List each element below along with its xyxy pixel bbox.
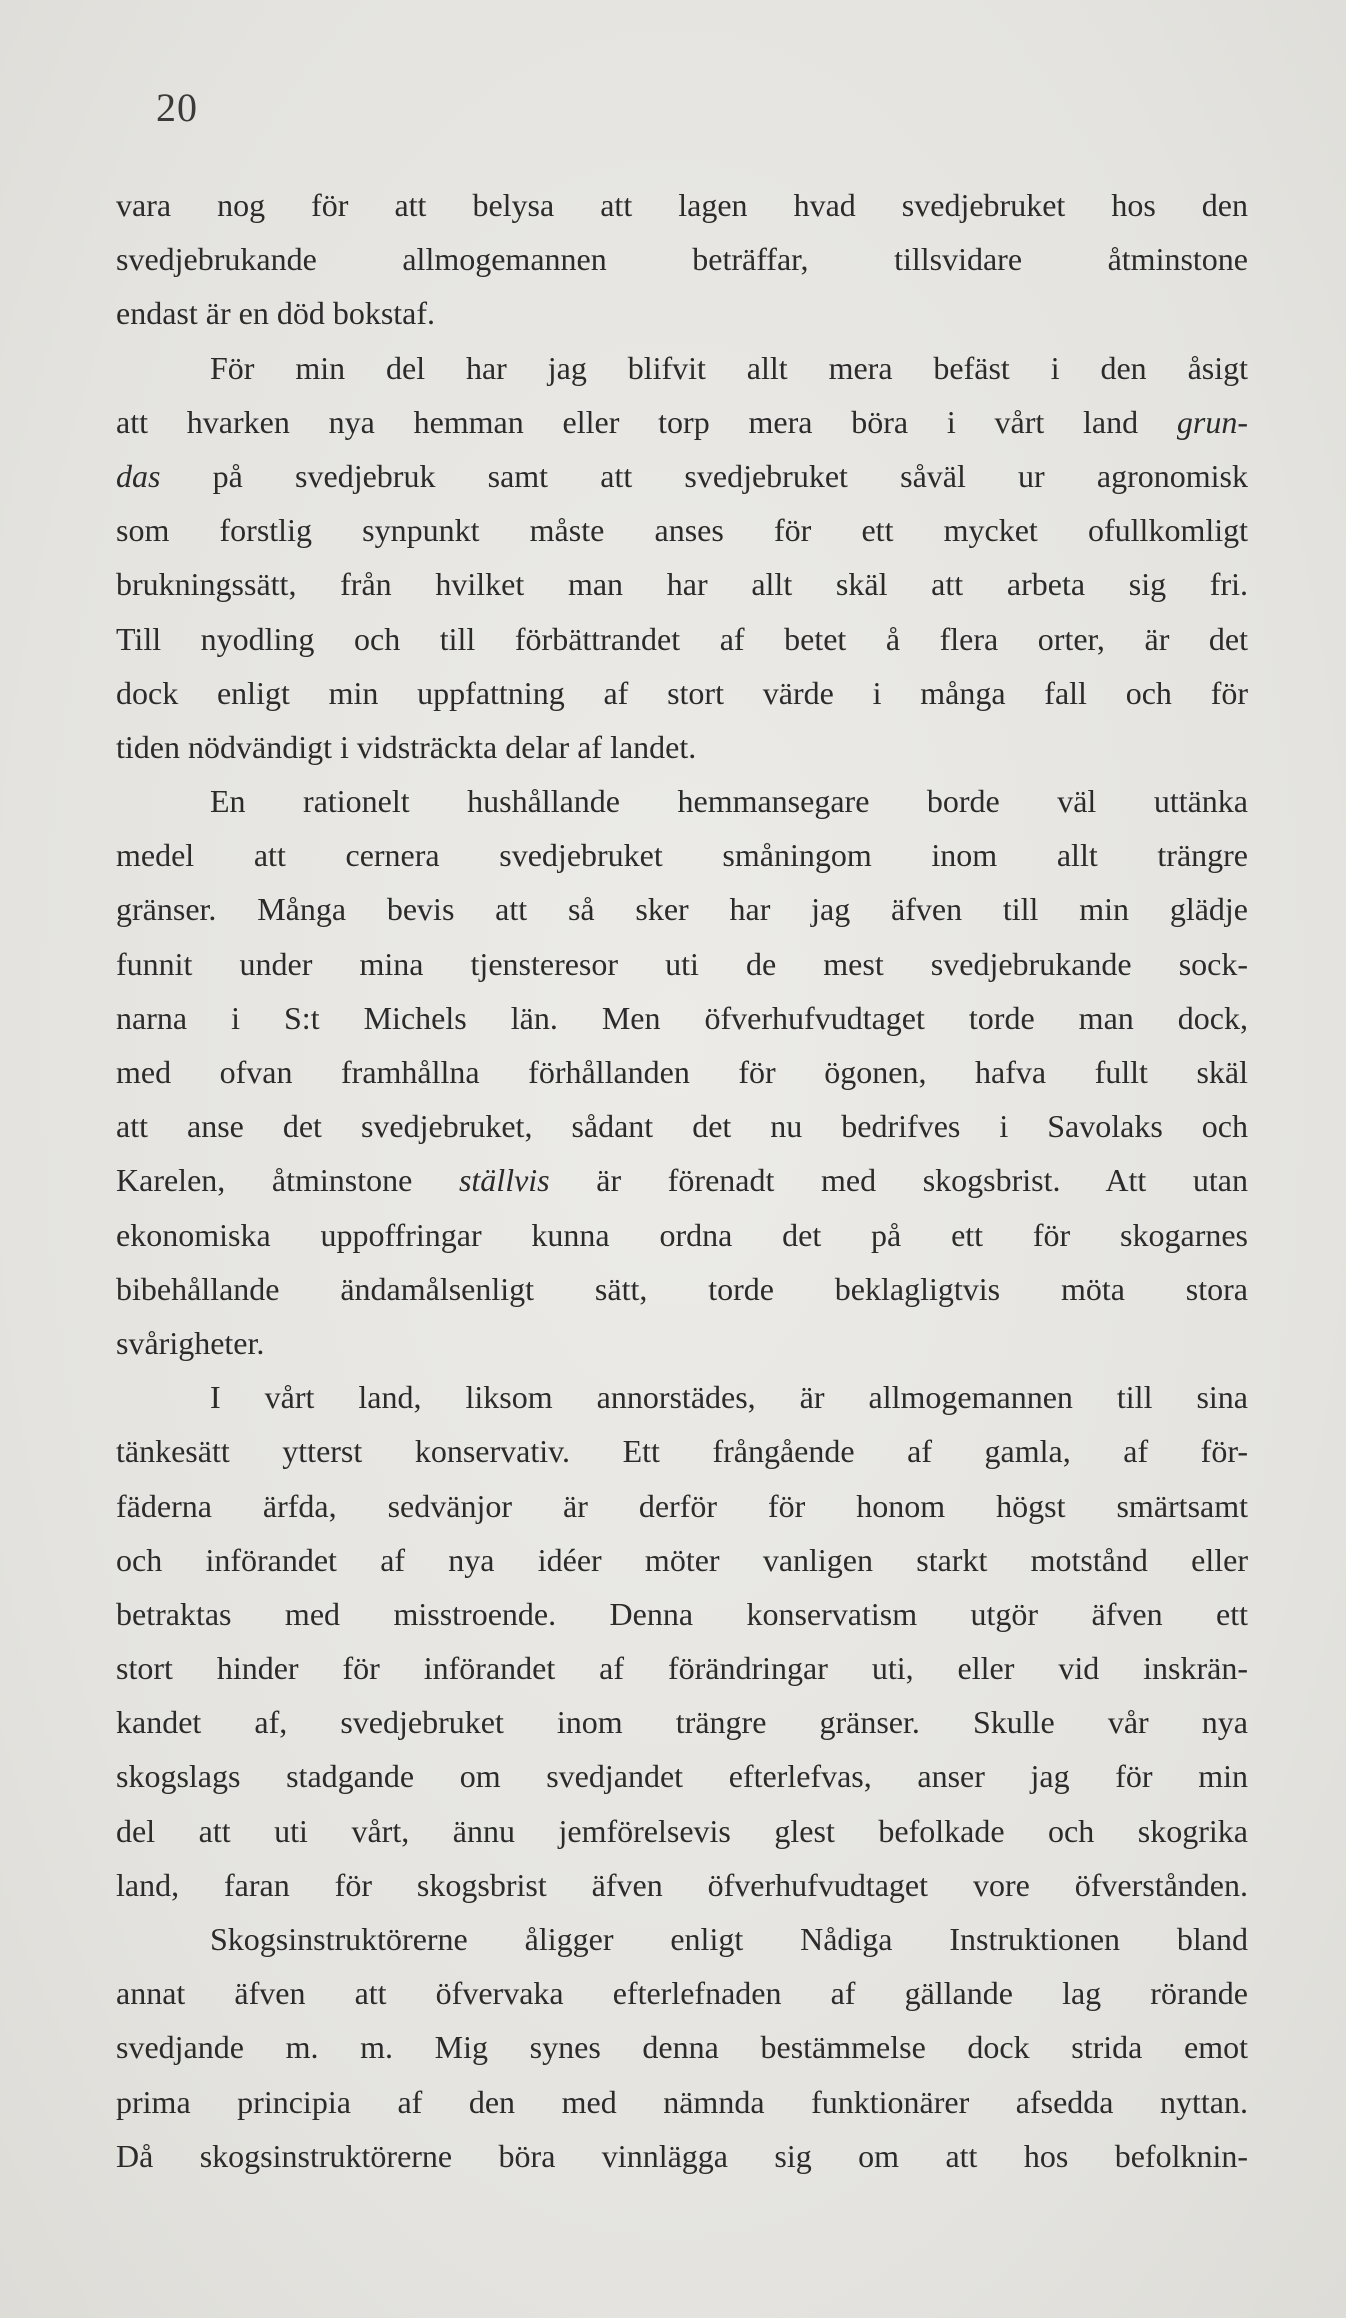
text-line: das på svedjebruk samt att svedjebruket såväl ur agronomisk (116, 457, 1248, 494)
text-line: gränser. Många bevis att så sker har jag äfven till min glädje (116, 891, 1248, 928)
text-line: att anse det svedjebruket, sådant det nu bedrifves i Savolaks och (116, 1108, 1248, 1145)
text-line: med ofvan framhållna förhållanden för ögonen, hafva fullt skäl (116, 1054, 1248, 1090)
text-line: fäderna ärfda, sedvänjor är derför för honom högst smärtsamt (116, 1487, 1248, 1524)
text-line: annat äfven att öfvervaka efterlefnaden af gällande lag rörande (116, 1975, 1248, 2012)
text-line: brukningssätt, från hvilket man har allt skäl att arbeta sig fri. (116, 566, 1248, 603)
text-line: Då skogsinstruktörerne böra vinnlägga sig om att hos befolknin- (116, 2137, 1248, 2174)
text-line: ekonomiska uppoffringar kunna ordna det på ett för skogarnes (116, 1216, 1248, 1253)
text-line: stort hinder för införandet af förändringar uti, eller vid inskrän- (116, 1650, 1248, 1687)
text-line: som forstlig synpunkt måste anses för ett mycket ofullkomligt (116, 512, 1248, 549)
text-line: narna i S:t Michels län. Men öfverhufvudtaget torde man dock, (116, 999, 1248, 1036)
text-line: I vårt land, liksom annorstädes, är allmogemannen till sina (210, 1379, 1248, 1416)
text-line: dock enligt min uppfattning af stort värde i många fall och för (116, 674, 1248, 711)
page-number: 20 (156, 85, 198, 130)
text-line: bibehållande ändamålsenligt sätt, torde beklagligtvis möta stora (116, 1270, 1248, 1307)
text-line: Karelen, åtminstone ställvis är förenadt med skogsbrist. Att utan (116, 1162, 1248, 1199)
text-line: endast är en död bokstaf. (116, 295, 436, 332)
text-line: land, faran för skogsbrist äfven öfverhufvudtaget vore öfverstånden. (116, 1866, 1248, 1903)
text-line: prima principia af den med nämnda funktionärer afsedda nyttan. (116, 2083, 1248, 2120)
text-line: tänkesätt ytterst konservativ. Ett frångående af gamla, af för- (116, 1433, 1248, 1470)
text-line: skogslags stadgande om svedjandet efterlefvas, anser jag för min (116, 1758, 1248, 1795)
text-line: betraktas med misstroende. Denna konservatism utgör äfven ett (116, 1595, 1248, 1632)
text-line: del att uti vårt, ännu jemförelsevis glest befolkade och skogrika (116, 1812, 1248, 1849)
text-line: För min del har jag blifvit allt mera befäst i den åsigt (210, 349, 1248, 386)
text-line: tiden nödvändigt i vidsträckta delar af landet. (116, 728, 697, 765)
text-line: svedjebrukande allmogemannen beträffar, tillsvidare åtminstone (116, 241, 1248, 278)
text-line: svårigheter. (116, 1324, 265, 1361)
italic-word: grun- (1176, 403, 1248, 440)
text-line: att hvarken nya hemman eller torp mera böra i vårt land grun- (116, 403, 1248, 440)
body-text (116, 178, 1248, 2183)
text-line: Till nyodling och till förbättrandet af betet å flera orter, är det (116, 620, 1248, 657)
italic-word: das (116, 457, 161, 494)
text-line: kandet af, svedjebruket inom trängre gränser. Skulle vår nya (116, 1704, 1248, 1741)
text-line: och införandet af nya idéer möter vanligen starkt motstånd eller (116, 1541, 1248, 1578)
text-line: funnit under mina tjensteresor uti de mest svedjebrukande sock- (116, 945, 1248, 982)
italic-word: ställvis (458, 1162, 550, 1199)
text-line: medel att cernera svedjebruket småningom inom allt trängre (116, 837, 1248, 874)
text-line: En rationelt hushållande hemmansegare borde väl uttänka (210, 783, 1248, 820)
text-line: Skogsinstruktörerne åligger enligt Nådiga Instruktionen bland (210, 1921, 1248, 1957)
text-line: svedjande m. m. Mig synes denna bestämmelse dock strida emot (116, 2029, 1248, 2066)
text-line: vara nog för att belysa att lagen hvad svedjebruket hos den (116, 187, 1248, 223)
